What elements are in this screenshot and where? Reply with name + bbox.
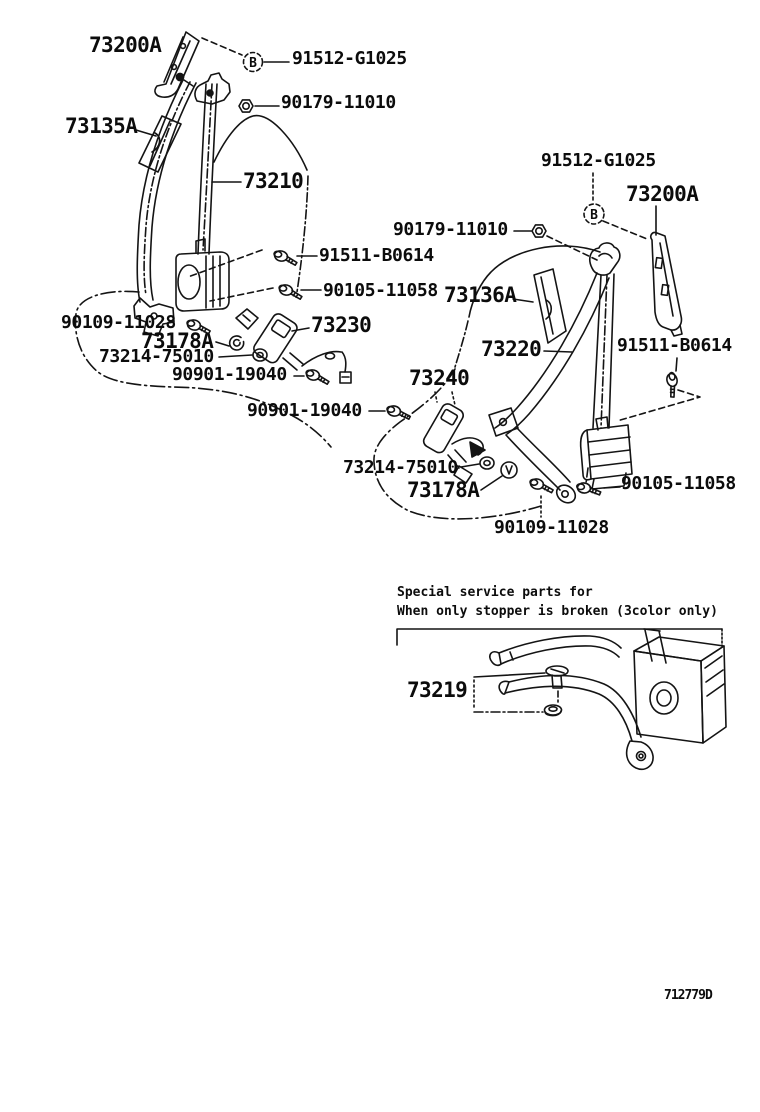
stopper-ring-icon xyxy=(501,462,517,478)
anchor-plate-right-art xyxy=(651,233,682,336)
special-note-line1: Special service parts for xyxy=(397,585,593,600)
figure-number: 712779D xyxy=(664,988,712,1003)
bolt-icon xyxy=(273,249,299,265)
part-label-73230: 73230 xyxy=(311,313,372,337)
screw-icon xyxy=(546,666,568,702)
part-label-73214-left: 73214-75010 xyxy=(99,346,214,367)
part-label-73135a: 73135A xyxy=(65,114,138,138)
part-label-90179-left: 90179-11010 xyxy=(281,92,396,113)
part-label-73220: 73220 xyxy=(481,337,542,361)
part-label-73210: 73210 xyxy=(243,169,304,193)
buckle-73240-art xyxy=(421,402,465,455)
part-label-90105-left: 90105-11058 xyxy=(323,280,438,301)
part-label-90105-right: 90105-11058 xyxy=(621,473,736,494)
special-note-line2: When only stopper is broken (3color only) xyxy=(397,604,718,619)
garnish-73135a-art xyxy=(139,116,181,172)
garnish-73136a-art xyxy=(534,269,566,343)
part-label-91511-right: 91511-B0614 xyxy=(617,335,732,356)
part-label-91512-right: 91512-G1025 xyxy=(541,150,656,171)
callout-b-left: B xyxy=(249,56,257,71)
screw-icon xyxy=(305,368,331,384)
part-label-73219: 73219 xyxy=(407,678,468,702)
part-label-90109-left: 90109-11028 xyxy=(61,312,176,333)
part-label-73240: 73240 xyxy=(409,366,470,390)
part-label-90179-right: 90179-11010 xyxy=(393,219,508,240)
nut-icon xyxy=(532,225,546,237)
anchor-plate-left-art xyxy=(155,32,199,97)
part-label-73200a-right: 73200A xyxy=(626,182,699,206)
part-label-73214-right: 73214-75010 xyxy=(343,457,458,478)
nut-icon xyxy=(239,100,253,112)
part-label-91511-left: 91511-B0614 xyxy=(319,245,434,266)
part-label-90901-b: 90901-19040 xyxy=(247,400,362,421)
part-label-73178a-right: 73178A xyxy=(407,478,480,502)
part-label-90109-bottom: 90109-11028 xyxy=(494,517,609,538)
nut-icon xyxy=(545,705,562,716)
bolt-icon xyxy=(665,372,681,398)
stopper-clip-icon xyxy=(230,336,244,350)
part-label-73178a-left: 73178A xyxy=(141,329,214,353)
part-label-73200a-left: 73200A xyxy=(89,33,162,57)
part-label-90901-a: 90901-19040 xyxy=(172,364,287,385)
callout-b-right: B xyxy=(590,208,598,223)
part-label-91512-left: 91512-G1025 xyxy=(292,48,407,69)
bolt-icon xyxy=(278,283,304,299)
part-label-73136a: 73136A xyxy=(444,283,517,307)
spacer-ring-icon xyxy=(480,457,494,469)
